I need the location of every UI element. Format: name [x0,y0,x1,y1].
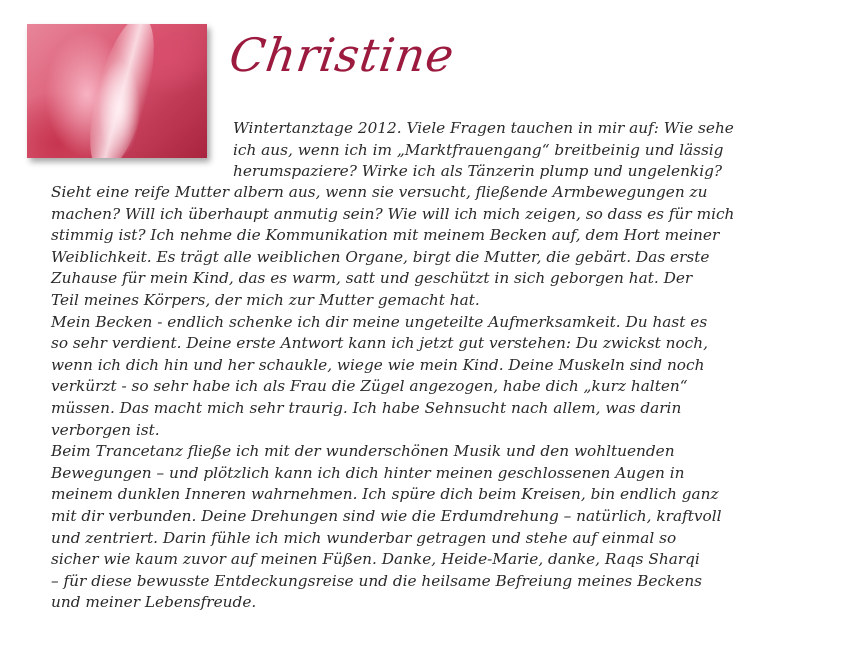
body-text [51,182,734,614]
text-line: und zentriert. Darin fühle ich mich wunderbar getragen und stehe auf einmal so [51,528,677,547]
text-line: meinem dunklen Inneren wahrnehmen. Ich spüre dich beim Kreisen, bin endlich ganz [51,485,719,504]
text-line: Zuhause für mein Kind, das es warm, satt und geschützt in sich geborgen hat. Der [51,269,693,288]
text-line: Bewegungen – und plötzlich kann ich dich hinter meinen geschlossenen Augen in [51,463,685,482]
text-line: wenn ich dich hin und her schaukle, wiege wie mein Kind. Deine Muskeln sind noch [51,355,705,374]
text-line: verkürzt - so sehr habe ich als Frau die Zügel angezogen, habe dich „kurz halten“ [51,377,688,396]
text-line: machen? Will ich überhaupt anmutig sein? Wie will ich mich zeigen, so dass es für mich [51,204,735,223]
text-line: Weiblichkeit. Es trägt alle weiblichen Organe, birgt die Mutter, die gebärt. Das erste [51,247,710,266]
text-line: müssen. Das macht mich sehr traurig. Ich habe Sehnsucht nach allem, was darin [51,398,682,417]
text-line: so sehr verdient. Deine erste Antwort kann ich jetzt gut verstehen: Du zwickst noch, [51,334,708,353]
flower-photo [27,24,207,158]
intro-paragraph [233,118,734,183]
text-line: Mein Becken - endlich schenke ich dir meine ungeteilte Aufmerksamkeit. Du hast es [51,312,708,331]
text-line: verborgen ist. [51,420,160,439]
text-line: Wintertanztage 2012. Viele Fragen tauchen in mir auf: Wie sehe [233,119,734,137]
text-line: mit dir verbunden. Deine Drehungen sind wie die Erdumdrehung – natürlich, kraftvoll [51,506,722,525]
text-line: ich aus, wenn ich im „Marktfrauengang“ breitbeinig und lässig [233,140,724,159]
text-line: – für diese bewusste Entdeckungsreise und die heilsame Befreiung meines Beckens [51,571,703,590]
text-line: Beim Trancetanz fließe ich mit der wunderschönen Musik und den wohltuenden [51,442,675,461]
text-line: stimmig ist? Ich nehme die Kommunikation mit meinem Becken auf, dem Hort meiner [51,226,720,245]
text-line: Sieht eine reife Mutter albern aus, wenn sie versucht, fließende Armbewegungen zu [51,183,708,201]
text-line: Teil meines Körpers, der mich zur Mutter gemacht hat. [51,290,480,309]
text-line: herumspaziere? Wirke ich als Tänzerin plump und ungelenkig? [233,162,723,181]
text-line: und meiner Lebensfreude. [51,593,257,612]
page-title: Christine [226,28,458,82]
text-line: sicher wie kaum zuvor auf meinen Füßen. Danke, Heide-Marie, danke, Raqs Sharqi [51,550,700,569]
